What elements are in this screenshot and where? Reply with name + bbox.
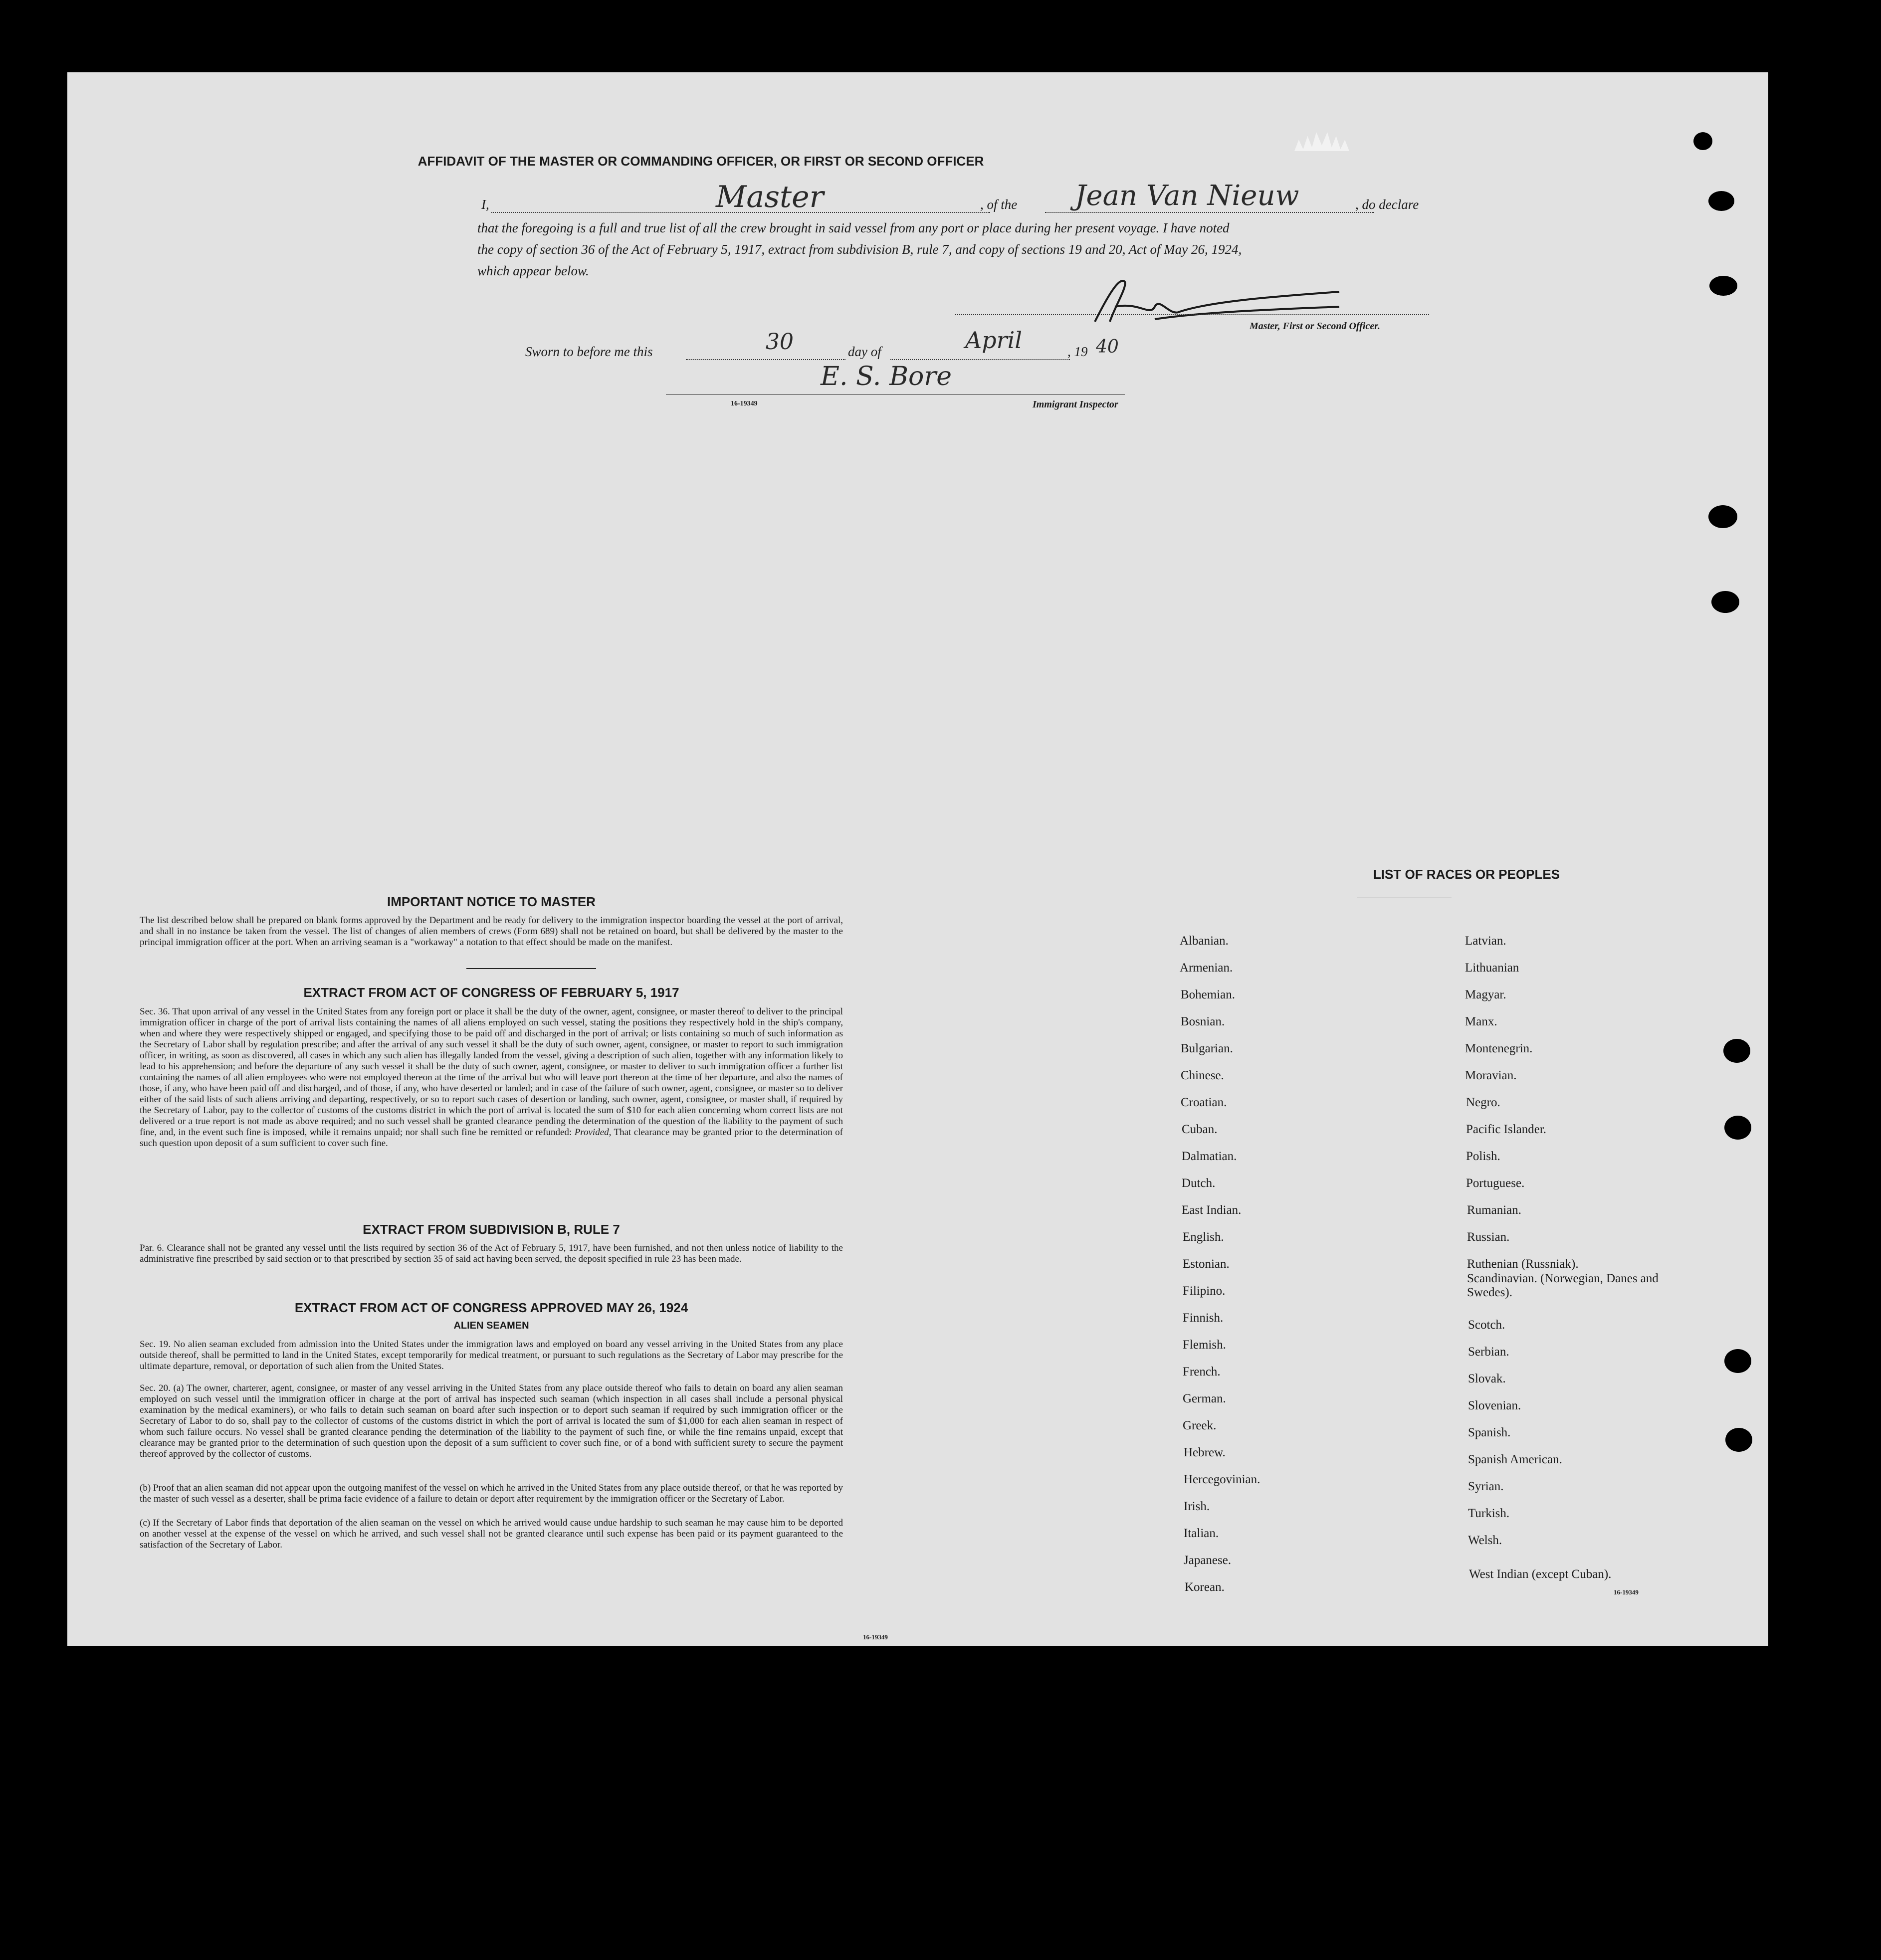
act-1924-subtitle: ALIEN SEAMEN (453, 1320, 529, 1331)
race-left: Armenian. (1180, 961, 1233, 975)
divider (466, 968, 596, 969)
act-1917-title: EXTRACT FROM ACT OF CONGRESS OF FEBRUARY 5, 1917 (303, 985, 679, 1000)
race-right: Spanish. (1468, 1426, 1511, 1439)
act-1924-sec20b: (b) Proof that an alien seaman did not appear upon the outgoing manifest of the vessel on which he arrived in the United States from any place outside thereof, or that he was reported by the master of such vessel as a deserter, shall be prima facie evidence of a failure to detain or deport after requirement by the immigration officer or the Secretary of Labor. (140, 1483, 843, 1504)
sworn-text: Sworn to before me this (525, 344, 653, 359)
race-left: Albanian. (1180, 934, 1229, 948)
punch-hole (1708, 191, 1734, 211)
signer-caption: Master, First or Second Officer. (1250, 321, 1380, 332)
race-right: Latvian. (1465, 934, 1506, 948)
race-right: Ruthenian (Russniak). (1467, 1257, 1579, 1271)
race-right: Slovenian. (1468, 1399, 1521, 1412)
punch-hole (1708, 505, 1737, 528)
race-right: Moravian. (1465, 1069, 1517, 1082)
act-1924-sec19: Sec. 19. No alien seaman excluded from admission into the United States under the immigration laws and employed on board any vessel arriving in the United States from any place outside thereof, shall be permitted to land in the United States, except temporarily for medical treatment, or pursuant to such regulations as the Secretary of Labor may prescribe for the ultimate departure, removal, or deportation of such alien from the United States. (140, 1339, 843, 1372)
race-left: Croatian. (1181, 1096, 1227, 1109)
race-right: Polish. (1466, 1150, 1500, 1163)
race-left: Italian. (1184, 1527, 1219, 1540)
race-left: Filipino. (1183, 1284, 1226, 1298)
i-label: I, (481, 197, 489, 212)
handwritten-day: 30 (766, 329, 794, 355)
race-left: English. (1183, 1230, 1224, 1244)
race-right: Serbian. (1468, 1345, 1509, 1359)
race-right: Welsh. (1468, 1534, 1502, 1547)
race-right: Montenegrin. (1465, 1042, 1533, 1055)
race-left: Dalmatian. (1182, 1150, 1237, 1163)
race-right: Pacific Islander. (1466, 1123, 1547, 1136)
race-left: Flemish. (1183, 1338, 1226, 1352)
rule-7-title: EXTRACT FROM SUBDIVISION B, RULE 7 (363, 1222, 620, 1237)
race-left: Hercegovinian. (1184, 1473, 1260, 1486)
affidavit-body-line-1: that the foregoing is a full and true list of all the crew brought in said vessel from any port or place during her present voyage. I have noted (477, 220, 1230, 235)
race-right: Negro. (1466, 1096, 1500, 1109)
act-1924-title: EXTRACT FROM ACT OF CONGRESS APPROVED MAY 26, 1924 (294, 1300, 688, 1315)
form-number-top: 16-19349 (731, 400, 758, 407)
race-left: Dutch. (1182, 1176, 1216, 1190)
day-line (686, 359, 845, 360)
race-left: Japanese. (1184, 1554, 1232, 1567)
handwritten-month: April (965, 327, 1023, 354)
form-number-left: 16-19349 (863, 1633, 888, 1641)
punch-hole (1711, 591, 1739, 613)
races-title: LIST OF RACES OR PEOPLES (1373, 867, 1560, 882)
signature-line (955, 314, 1429, 315)
race-left: Korean. (1185, 1580, 1225, 1594)
race-right: West Indian (except Cuban). (1469, 1568, 1612, 1581)
affidavit-body-line-2: the copy of section 36 of the Act of February 5, 1917, extract from subdivision B, rule 7, and copy of sections 19 and 20, Act of May 26, 1924, (477, 242, 1242, 257)
race-right: Spanish American. (1468, 1453, 1562, 1466)
year-prefix: , 19 (1067, 344, 1088, 359)
race-left: Irish. (1184, 1500, 1210, 1513)
document-page (67, 72, 1768, 1646)
act-1917-text: Sec. 36. That upon arrival of any vessel in the United States from any foreign port or place it shall be the duty of the owner, agent, consignee, or master thereof to deliver to the principal immigration officer in charge of the port of arrival lists containing the names of all aliens employed on such vessel, stating the positions they respectively hold in the ship's company, when and where they were respectively shipped or engaged, and specifying those to be paid off and discharged in the port of arrival; or lists containing so much of such information as the Secretary of Labor shall by regulation prescribe; and after the arrival of any such vessel it shall be the duty of such owner, agent, consignee, or master to report to such immigration officer, in writing, as soon as discovered, all cases in which any such alien has illegally landed from the vessel, giving a description of such alien, together with any information likely to lead to his apprehension; and before the departure of any such vessel it shall be the duty of such owner, agent, consignee, or master to deliver to such immigration officer a further list containing the names of all alien employees who were not employed thereon at the time of the arrival but who will leave port thereon at the time of her departure, and also the names of those, if any, who have been paid off and discharged, and of those, if any, who have deserted or landed; and in case of the failure of such owner, agent, consignee, or master so to deliver either of the said lists of such aliens arriving and departing, respectively, or so to report such cases of desertion or landing, such owner, agent, consignee, or master shall, if required by the Secretary of Labor, pay to the collector of customs of the customs district in which the port of arrival is located the sum of $10 for each alien concerning whom correct lists are not delivered or a true report is not made as above required; and no such vessel shall be granted clearance pending the determination of the question of the liability to the payment of such fine, and, in the event such fine is imposed, while it remains unpaid; nor shall such fine be remitted or refunded: Provided, That clearance may be granted prior to the determination of such question upon deposit of a sum sufficient to cover such fine. (140, 1006, 843, 1149)
race-left: East Indian. (1182, 1203, 1242, 1217)
handwritten-name: Master (716, 180, 824, 214)
race-left: Finnish. (1183, 1311, 1224, 1325)
inspector-caption: Immigrant Inspector (1033, 399, 1118, 410)
race-left: French. (1183, 1365, 1221, 1378)
race-right: Scotch. (1468, 1318, 1505, 1332)
punch-hole (1693, 132, 1712, 150)
race-right: Rumanian. (1467, 1203, 1522, 1217)
punch-hole (1724, 1349, 1751, 1373)
race-left: Estonian. (1183, 1257, 1230, 1271)
notice-text: The list described below shall be prepared on blank forms approved by the Department and be ready for delivery to the immigration inspector boarding the vessel at the port of arrival, and shall in no instance be taken from the vessel. The list of changes of alien members of crews (Form 689) shall not be retained on board, but shall be delivered by the master to the principal immigration officer at the port. When an arriving seaman is a "workaway" a notation to that effect should be made on the manifest. (140, 915, 843, 948)
race-right: Scandinavian. (Norwegian, Danes and Swedes). (1467, 1272, 1659, 1299)
race-right: Slovak. (1468, 1372, 1506, 1385)
handwritten-year: 40 (1096, 337, 1119, 357)
day-of-label: day of (848, 344, 881, 359)
act-1924-sec20a: Sec. 20. (a) The owner, charterer, agent, consignee, or master of any vessel arriving in the United States from any place outside thereof who fails to detain on board any alien seaman employed on such vessel until the immigration officer in charge at the port of arrival has inspected such seaman (which inspection in all cases shall include a personal physical examination by the medical examiners), or who fails to detain such seaman on board after such inspection or to deport such seaman if required by such immigration officer or the Secretary of Labor to do so, shall pay to the collector of customs of the customs district in which the port of arrival is located the sum of $1,000 for each alien seaman in respect of whom such failure occurs. No vessel shall be granted clearance pending the determination of the liability to the payment of such fine, or while the fine remains unpaid, except that clearance may be granted prior to the determination of such question upon the deposit of a sum sufficient to cover such fine, or of a bond with sufficient surety to secure the payment thereof approved by the collector of customs. (140, 1383, 843, 1459)
race-right: Manx. (1465, 1015, 1497, 1028)
affidavit-title: AFFIDAVIT OF THE MASTER OR COMMANDING OFFICER, OR FIRST OR SECOND OFFICER (418, 154, 984, 169)
do-declare-label: , do declare (1355, 197, 1419, 212)
edge-tab (1294, 132, 1349, 151)
handwritten-vessel: Jean Van Nieuw (1075, 180, 1299, 212)
handwritten-inspector: E. S. Bore (821, 362, 952, 392)
punch-hole (1709, 276, 1737, 296)
race-right: Syrian. (1468, 1480, 1504, 1493)
race-right: Portuguese. (1466, 1176, 1525, 1190)
punch-hole (1723, 1039, 1750, 1063)
month-line (890, 359, 1070, 360)
of-the-label: , of the (980, 197, 1018, 212)
race-left: Bosnian. (1181, 1015, 1225, 1028)
race-right: Magyar. (1465, 988, 1506, 1001)
race-right: Lithuanian (1465, 961, 1519, 975)
race-right: Turkish. (1468, 1507, 1510, 1520)
race-left: Bulgarian. (1181, 1042, 1233, 1055)
rule-7-text: Par. 6. Clearance shall not be granted any vessel until the lists required by section 36 of the Act of February 5, 1917, have been furnished, and not then unless notice of liability to the administrative fine prescribed by said section or to that prescribed by section 35 of said act having been served, the deposit specified in rule 23 has been made. (140, 1243, 843, 1264)
race-left: Cuban. (1182, 1123, 1218, 1136)
notice-title: IMPORTANT NOTICE TO MASTER (387, 894, 596, 909)
punch-hole (1724, 1116, 1751, 1140)
form-number-right: 16-19349 (1614, 1588, 1639, 1596)
race-left: Hebrew. (1184, 1446, 1226, 1459)
vessel-line (1045, 212, 1374, 213)
act-1924-sec20c: (c) If the Secretary of Labor finds that deportation of the alien seaman on the vessel on which he arrived would cause undue hardship to such seaman he may cause him to be deported on another vessel at the expense of the vessel on which he arrived, and such vessel shall not be granted clearance until such expense has been paid or its payment guaranteed to the satisfaction of the Secretary of Labor. (140, 1518, 843, 1550)
affidavit-body-line-3: which appear below. (477, 263, 589, 278)
race-left: Greek. (1183, 1419, 1217, 1432)
race-left: German. (1183, 1392, 1226, 1405)
race-right: Russian. (1467, 1230, 1510, 1244)
race-left: Bohemian. (1181, 988, 1236, 1001)
race-left: Chinese. (1181, 1069, 1224, 1082)
punch-hole (1725, 1428, 1752, 1452)
